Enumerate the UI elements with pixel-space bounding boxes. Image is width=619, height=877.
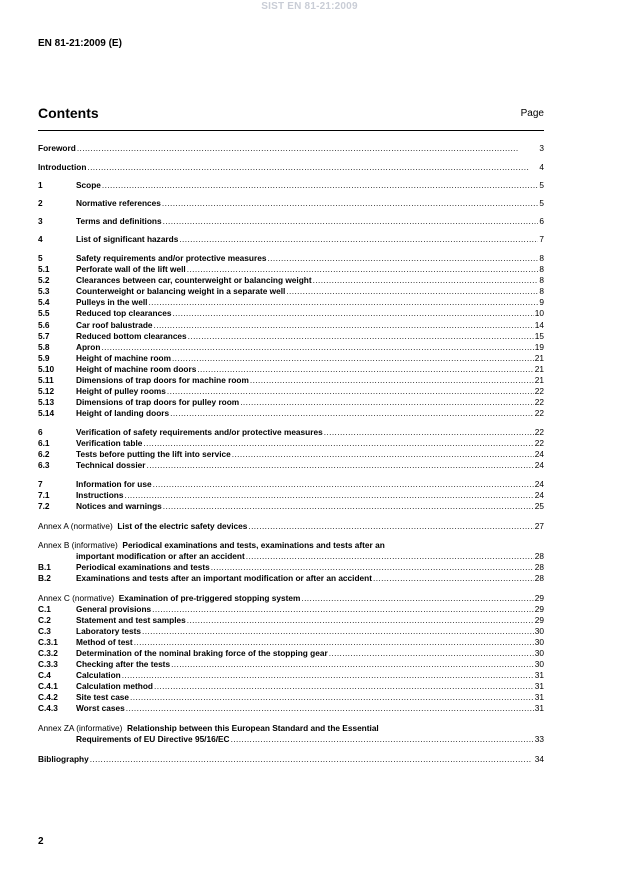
- toc-entry[interactable]: [38, 479, 544, 489]
- toc-entry[interactable]: [38, 637, 544, 647]
- toc-entry[interactable]: [38, 286, 544, 296]
- page-number: 2: [38, 836, 44, 847]
- document-id: EN 81-21:2009 (E): [38, 38, 122, 49]
- toc-page: 22: [534, 408, 544, 418]
- toc-page: 5: [539, 198, 544, 208]
- toc-title: Clearances between car, counterweight or balancing weight: [76, 275, 312, 285]
- toc-number: 6: [38, 427, 43, 437]
- toc-entry[interactable]: [38, 216, 544, 226]
- toc-title: Pulleys in the well: [76, 297, 148, 307]
- toc-number: 3: [38, 216, 43, 226]
- toc-page: 14: [534, 320, 544, 330]
- toc-page: 4: [539, 162, 544, 172]
- toc-entry[interactable]: [38, 180, 544, 190]
- toc-entry[interactable]: [38, 460, 544, 470]
- toc-title: Bibliography: [38, 754, 89, 764]
- toc-title-line1: Periodical examinations and tests, examinations and tests after an: [122, 540, 385, 550]
- toc-page: 21: [534, 353, 544, 363]
- toc-number: 5.5: [38, 308, 50, 318]
- toc-page: 22: [534, 427, 544, 437]
- toc-title-line2: important modification or after an accident: [76, 551, 245, 561]
- toc-title: Calculation method: [76, 681, 153, 691]
- toc-number: 5.3: [38, 286, 50, 296]
- toc-title: Terms and definitions: [76, 216, 162, 226]
- toc-entry[interactable]: [38, 375, 544, 385]
- toc-entry[interactable]: [38, 297, 544, 307]
- toc-entry-annex-b-line1[interactable]: [38, 540, 544, 550]
- toc-entry[interactable]: [38, 681, 544, 691]
- toc-page: 28: [534, 562, 544, 572]
- toc-number: 5.6: [38, 320, 50, 330]
- toc-entry[interactable]: [38, 615, 544, 625]
- toc-page: 10: [534, 308, 544, 318]
- toc-entry-bibliography[interactable]: [38, 754, 544, 764]
- toc-entry-foreword[interactable]: [38, 143, 544, 153]
- toc-number: 7: [38, 479, 43, 489]
- toc-page: 6: [539, 216, 544, 226]
- toc-number: 2: [38, 198, 43, 208]
- toc-title: Examinations and tests after an important modification or after an accident: [76, 573, 372, 583]
- toc-title: Notices and warnings: [76, 501, 162, 511]
- toc-number: C.4: [38, 670, 51, 680]
- toc-title: List of significant hazards: [76, 234, 179, 244]
- toc-entry[interactable]: [38, 364, 544, 374]
- toc-entry-annex-za-line1[interactable]: [38, 723, 544, 733]
- toc-number: 5.9: [38, 353, 50, 363]
- toc-entry[interactable]: [38, 264, 544, 274]
- toc-title: Examination of pre-triggered stopping system: [118, 593, 301, 603]
- toc-number: 5.11: [38, 375, 54, 385]
- toc-title: Normative references: [76, 198, 161, 208]
- toc-page: 24: [534, 449, 544, 459]
- toc-entry[interactable]: [38, 275, 544, 285]
- toc-number: 6.2: [38, 449, 50, 459]
- toc-entry[interactable]: [38, 308, 544, 318]
- watermark: SIST EN 81-21:2009: [261, 1, 358, 12]
- toc-title: Instructions: [76, 490, 124, 500]
- toc-number: 5.10: [38, 364, 55, 374]
- toc-title: Information for use: [76, 479, 152, 489]
- toc-entry[interactable]: [38, 397, 544, 407]
- annex-label: Annex C (normative): [38, 593, 115, 603]
- toc-title: Car roof balustrade: [76, 320, 153, 330]
- toc-number: C.3.1: [38, 637, 58, 647]
- toc-entry[interactable]: [38, 353, 544, 363]
- toc-page: 29: [534, 604, 544, 614]
- toc-entry-annex-a[interactable]: [38, 521, 544, 531]
- toc-number: 7.2: [38, 501, 50, 511]
- annex-label: Annex A (normative): [38, 521, 113, 531]
- toc-entry[interactable]: [38, 253, 544, 263]
- toc-title: Introduction: [38, 162, 87, 172]
- toc-entry[interactable]: [38, 703, 544, 713]
- toc-number: B.2: [38, 573, 51, 583]
- toc-entry[interactable]: [38, 604, 544, 614]
- toc-number: C.1: [38, 604, 51, 614]
- toc-title: Method of test: [76, 637, 133, 647]
- toc-entry[interactable]: [38, 659, 544, 669]
- toc-number: 5.2: [38, 275, 50, 285]
- toc-number: 5.14: [38, 408, 55, 418]
- toc-page: 19: [534, 342, 544, 352]
- toc-number: 5.8: [38, 342, 50, 352]
- toc-page: 31: [534, 670, 544, 680]
- toc-title: Safety requirements and/or protective measures: [76, 253, 267, 263]
- toc-number: 5.12: [38, 386, 55, 396]
- toc-entry[interactable]: [38, 331, 544, 341]
- toc-number: 6.3: [38, 460, 50, 470]
- toc-entry[interactable]: [38, 562, 544, 572]
- toc-page: 8: [539, 286, 544, 296]
- toc-title: Determination of the nominal braking force of the stopping gear: [76, 648, 328, 658]
- toc-title: Worst cases: [76, 703, 125, 713]
- toc-page: 22: [534, 386, 544, 396]
- toc-entry[interactable]: [38, 427, 544, 437]
- toc-page: 30: [534, 626, 544, 636]
- toc-page: 9: [539, 297, 544, 307]
- toc-number: C.4.2: [38, 692, 58, 702]
- toc-title-line2: Requirements of EU Directive 95/16/EC: [76, 734, 230, 744]
- toc-page: 15: [534, 331, 544, 341]
- toc-title: Height of machine room doors: [76, 364, 197, 374]
- toc-title: Reduced top clearances: [76, 308, 172, 318]
- toc-title: Periodical examinations and tests: [76, 562, 210, 572]
- toc-title: Verification table: [76, 438, 143, 448]
- toc-page: 8: [539, 253, 544, 263]
- toc-page: 28: [534, 551, 544, 561]
- toc-title: List of the electric safety devices: [117, 521, 248, 531]
- toc-title: Apron: [76, 342, 101, 352]
- toc-title: Dimensions of trap doors for machine room: [76, 375, 249, 385]
- toc-title: Technical dossier: [76, 460, 146, 470]
- toc-number: 5.7: [38, 331, 50, 341]
- toc-entry[interactable]: [38, 626, 544, 636]
- toc-number: 5.4: [38, 297, 50, 307]
- toc-title: General provisions: [76, 604, 152, 614]
- toc-number: 5.13: [38, 397, 55, 407]
- toc-entry[interactable]: [38, 692, 544, 702]
- toc-number: 7.1: [38, 490, 50, 500]
- toc-page: 30: [534, 659, 544, 669]
- toc-page: 3: [539, 143, 544, 153]
- toc-page: 29: [534, 615, 544, 625]
- toc-page: 5: [539, 180, 544, 190]
- toc-number: C.3: [38, 626, 51, 636]
- toc-entry[interactable]: [38, 438, 544, 448]
- toc-rule: [38, 130, 544, 131]
- toc-page: 33: [534, 734, 544, 744]
- toc-title: Checking after the tests: [76, 659, 171, 669]
- toc-title: Verification of safety requirements and/or protective measures: [76, 427, 323, 437]
- toc-number: C.2: [38, 615, 51, 625]
- toc-page: 28: [534, 573, 544, 583]
- toc-number: B.1: [38, 562, 51, 572]
- toc-entry-annex-c[interactable]: [38, 593, 544, 603]
- toc-page: 30: [534, 637, 544, 647]
- toc-title: Scope: [76, 180, 101, 190]
- toc-number: 5: [38, 253, 43, 263]
- toc-title: Height of pulley rooms: [76, 386, 166, 396]
- toc-page: 24: [534, 479, 544, 489]
- toc-number: C.4.1: [38, 681, 58, 691]
- toc-page: 31: [534, 692, 544, 702]
- toc-title: Perforate wall of the lift well: [76, 264, 186, 274]
- toc-title: Foreword: [38, 143, 76, 153]
- toc-title: Calculation: [76, 670, 121, 680]
- toc-number: C.3.3: [38, 659, 58, 669]
- toc-entry[interactable]: [38, 573, 544, 583]
- page-column-label: Page: [520, 108, 544, 119]
- toc-entry[interactable]: [38, 408, 544, 418]
- toc-entry[interactable]: [38, 501, 544, 511]
- toc-number: 6.1: [38, 438, 50, 448]
- toc-title: Site test case: [76, 692, 130, 702]
- toc-page: 22: [534, 397, 544, 407]
- page-title: Contents: [38, 105, 99, 121]
- toc-title: Height of machine room: [76, 353, 171, 363]
- toc-page: 21: [534, 375, 544, 385]
- toc-title: Height of landing doors: [76, 408, 170, 418]
- toc-entry[interactable]: [38, 648, 544, 658]
- toc-entry[interactable]: [38, 670, 544, 680]
- toc-page: 24: [534, 490, 544, 500]
- annex-label: Annex B (informative): [38, 540, 118, 550]
- toc-page: 34: [534, 754, 544, 764]
- toc-entry[interactable]: [38, 449, 544, 459]
- toc-entry-introduction[interactable]: [38, 162, 544, 172]
- toc-page: 22: [534, 438, 544, 448]
- toc-title: Statement and test samples: [76, 615, 186, 625]
- toc-number: 4: [38, 234, 43, 244]
- annex-label: Annex ZA (informative): [38, 723, 123, 733]
- toc-entry[interactable]: [38, 234, 544, 244]
- toc-entry-annex-za-line2[interactable]: [38, 734, 544, 744]
- toc-title: Dimensions of trap doors for pulley room: [76, 397, 240, 407]
- toc-page: 8: [539, 275, 544, 285]
- toc-page: 21: [534, 364, 544, 374]
- toc-entry[interactable]: [38, 386, 544, 396]
- toc-page: 8: [539, 264, 544, 274]
- toc-title: Laboratory tests: [76, 626, 142, 636]
- toc-page: 27: [534, 521, 544, 531]
- toc-page: 25: [534, 501, 544, 511]
- toc-entry[interactable]: [38, 320, 544, 330]
- toc-number: 5.1: [38, 264, 50, 274]
- toc-page: 31: [534, 681, 544, 691]
- toc-entry[interactable]: [38, 490, 544, 500]
- toc-page: 30: [534, 648, 544, 658]
- toc-page: 29: [534, 593, 544, 603]
- toc-page: 7: [539, 234, 544, 244]
- toc-entry[interactable]: [38, 198, 544, 208]
- toc-number: C.4.3: [38, 703, 58, 713]
- toc-number: 1: [38, 180, 43, 190]
- toc-title: Reduced bottom clearances: [76, 331, 187, 341]
- toc-title: Tests before putting the lift into service: [76, 449, 231, 459]
- toc-title-line1: Relationship between this European Standard and the Essential: [127, 723, 379, 733]
- toc-page: 31: [534, 703, 544, 713]
- toc-entry[interactable]: [38, 342, 544, 352]
- toc-page: 24: [534, 460, 544, 470]
- toc-title: Counterweight or balancing weight in a separate well: [76, 286, 286, 296]
- toc-number: C.3.2: [38, 648, 58, 658]
- toc-entry-annex-b-line2[interactable]: [38, 551, 544, 561]
